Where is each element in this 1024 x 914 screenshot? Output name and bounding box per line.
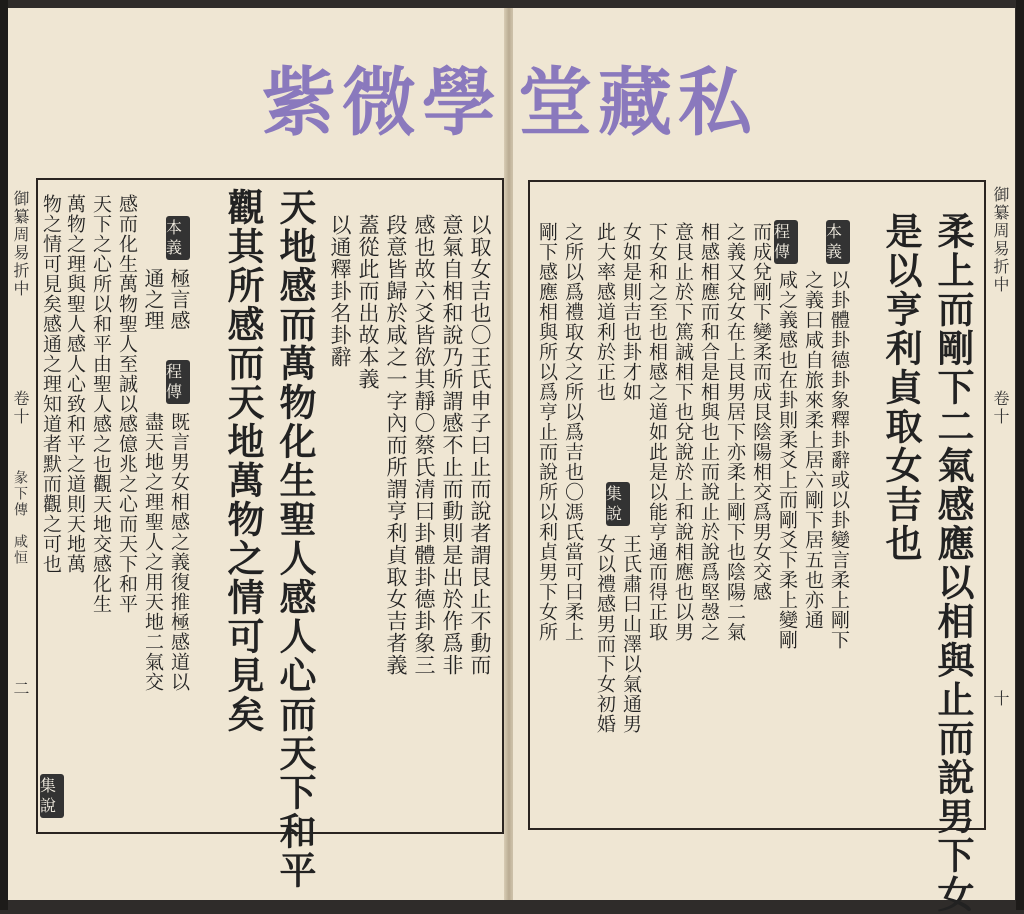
left-note-col-5: 蓋從此而出故本義: [356, 214, 380, 390]
left-cheng-col-2: 盡天地之理聖人之用天地二氣交: [142, 412, 164, 692]
left-note-col-1: 以取女吉也〇王氏申子曰止而說者謂艮止不動而: [468, 214, 492, 676]
collector-seal-left: 紫微學: [262, 60, 502, 146]
left-margin-page: 二: [11, 680, 30, 698]
badge-benyi-left: 本義: [166, 216, 190, 260]
badge-benyi-right: 本義: [826, 220, 850, 264]
left-main-col-1: 天地感而萬物化生聖人感人心而天下和平: [273, 188, 317, 890]
right-note-col-3: 咸之義感也在卦則柔爻上而剛爻下柔上變剛: [776, 270, 798, 650]
right-margin-title: 御纂周易折中: [991, 186, 1010, 294]
badge-chengzhuan-left: 程傳: [166, 360, 190, 404]
badge-jishuo-right: 集說: [606, 482, 630, 526]
right-note-col-1: 以卦體卦德卦象釋卦辭或以卦變言柔上剛下: [828, 270, 850, 650]
right-margin-volume: 卷十: [991, 390, 1010, 426]
badge-chengzhuan-right: 程傳: [774, 220, 798, 264]
left-benyi-text-2: 通之理: [141, 268, 165, 331]
left-margin-section: 彖下傳 咸恒: [12, 470, 28, 566]
left-margin-title: 御纂周易折中: [11, 190, 30, 298]
right-note-col-6: 相感相應而和合是相與也止而說止於說爲堅愨之: [698, 222, 720, 642]
book-edge-left: [0, 0, 8, 910]
left-note-col-4: 段意皆歸於咸之一字內而所謂亨利貞取女吉者義: [384, 214, 408, 676]
left-main-col-2: 觀其所感而天地萬物之情可見矣: [221, 188, 265, 734]
right-note-col-9: 女如是則吉也卦才如: [620, 222, 642, 402]
left-cheng-col-6: 物之情可見矣感通之理知道者默而觀之可也: [40, 194, 62, 574]
left-note-col-6: 以通釋卦名卦辭: [328, 214, 352, 368]
left-note-col-2: 意氣自相和說乃所謂感不止而動則是出於作爲非: [440, 214, 464, 676]
badge-jishuo-left: 集說: [40, 774, 64, 818]
right-note-col-8: 下女和之至也相感之道如此是以能亨通而得正取: [646, 222, 668, 642]
right-note-col-11: 之所以爲禮取女之所以爲吉也〇馮氏當可曰柔上: [562, 222, 584, 642]
right-note-col-10: 此大率感道利於正也: [594, 222, 616, 402]
right-text-frame: [528, 180, 986, 914]
left-note-col-3: 感也故六爻皆欲其靜〇蔡氏清曰卦體卦德卦象三: [412, 214, 436, 676]
book-edge-right: [1016, 0, 1024, 910]
right-note-col-4: 而成兌剛下變柔而成艮陰陽相交爲男女交感: [750, 222, 772, 602]
collector-seal-right: 堂藏私: [518, 60, 758, 146]
right-jishuo-col-1: 王氏肅曰山澤以氣通男: [620, 534, 642, 734]
right-margin-page: 十: [991, 690, 1010, 708]
left-cheng-col-1: 既言男女相感之義復推極感道以: [168, 412, 190, 692]
right-main-col-2: 是以亨利貞取女吉也: [879, 212, 923, 563]
left-cheng-col-3: 感而化生萬物聖人至誠以感億兆之心而天下和平: [116, 194, 138, 614]
right-main-col-1: 柔上而剛下二氣感應以相與止而說男下女: [931, 212, 975, 914]
left-margin-volume: 卷十: [11, 390, 30, 426]
right-jishuo-col-2: 女以禮感男而下女初婚: [594, 534, 616, 734]
right-note-col-7: 意艮止於下篤誠相下也兌說於上和說相應也以男: [672, 222, 694, 642]
right-note-col-2: 之義曰咸自旅來柔上居六剛下居五也亦通: [802, 270, 824, 630]
left-cheng-col-4: 天下之心所以和平由聖人感之也觀天地交感化生: [90, 194, 112, 614]
left-text-frame: [36, 178, 504, 890]
left-benyi-text: 極言感: [167, 268, 191, 331]
left-cheng-col-5: 萬物之理與聖人感人心致和平之道則天地萬: [64, 194, 86, 574]
right-note-col-12: 剛下感應相與所以爲亨止而說所以利貞男下女所: [536, 222, 558, 642]
right-note-col-5: 之義又兌女在上艮男居下亦柔上剛下也陰陽二氣: [724, 222, 746, 642]
